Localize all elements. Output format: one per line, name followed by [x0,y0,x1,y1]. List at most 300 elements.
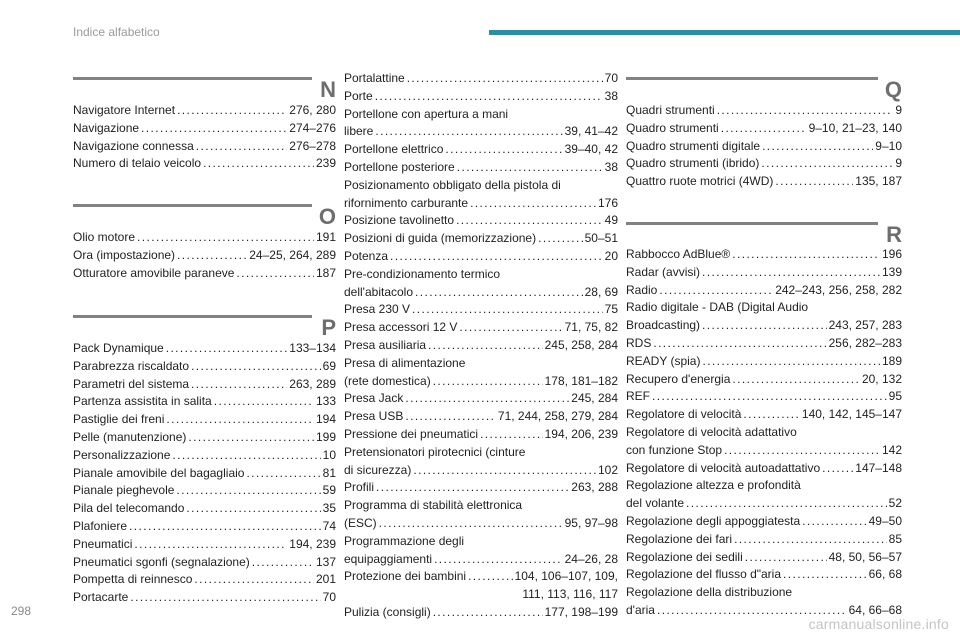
index-entry [626,353,902,371]
entry-label: Pianale pieghevole [73,483,175,498]
index-entry [626,460,902,478]
entry-label: (ESC) [344,515,377,530]
index-entry [344,159,618,177]
dot-leader [783,566,867,584]
dot-leader [246,465,320,483]
index-entry [344,479,618,497]
dot-leader [775,173,853,191]
entry-pages: 39–40, 42 [564,142,618,157]
dot-leader [194,571,314,589]
index-entry [73,138,336,156]
index-entry [73,429,336,447]
entry-label: Regolazione dei sedili [626,549,743,564]
index-entry [626,442,902,460]
entry-label: Pressione dei pneumatici [344,426,479,441]
dot-leader [405,390,569,408]
entry-label: RDS [626,335,652,350]
dot-leader [761,155,893,173]
entry-label: rifornimento carburante [344,195,469,210]
entry-pages: 199 [315,429,336,444]
dot-leader [191,376,287,394]
entry-label: Personalizzazione [73,447,171,462]
entry-pages: 263, 288 [571,480,618,495]
index-entry [344,212,618,230]
entry-pages: 245, 258, 284 [544,337,618,352]
entry-list [73,340,336,607]
entry-label: Portellone posteriore [344,159,455,174]
section-rule [73,204,312,207]
index-entry [344,70,618,88]
entry-pages: 75 [604,302,618,317]
entry-pages: 64, 66–68 [848,602,902,617]
section-q [626,77,902,189]
dot-leader [743,406,799,424]
dot-leader [236,265,314,283]
index-entry [344,319,618,337]
entry-pages: 194, 206, 239 [544,426,618,441]
index-entry [626,549,902,567]
entry-label: del volante [626,496,685,511]
index-entry: Radio digitale - DAB (Digital Audio [626,300,809,315]
entry-label: Parametri del sistema [73,376,190,391]
section-letter: N [320,77,336,102]
index-entry [626,102,902,120]
index-entry [73,120,336,138]
index-entry [626,264,902,282]
index-entry [344,551,618,569]
running-head: Indice alfabetico [73,25,160,39]
page-number: 298 [11,604,32,618]
dot-leader [822,460,853,478]
dot-leader [745,549,827,567]
entry-pages: 201 [315,572,336,587]
entry-label: Posizioni di guida (memorizzazione) [344,231,537,246]
index-entry [626,371,902,389]
dot-leader [379,515,563,533]
index-entry: 111, 113, 116, 117 [522,587,618,602]
entry-pages: 50–51 [584,231,618,246]
index-entry [344,284,618,302]
index-entry [73,500,336,518]
entry-label: Quadri strumenti [626,103,715,117]
dot-leader [412,301,603,319]
entry-pages: 10 [322,447,336,462]
index-entry [344,390,618,408]
entry-pages: 9 [895,156,902,171]
dot-leader [433,604,543,622]
index-entry [626,173,902,191]
dot-leader [186,500,320,518]
entry-label: Olio motore [73,230,136,244]
index-entry [73,571,336,589]
section-rule [626,222,878,225]
entry-pages: 243, 257, 283 [828,318,902,333]
dot-leader [428,337,543,355]
entry-label: Potenza [344,248,389,263]
section-rule [626,77,878,80]
entry-label: Quattro ruote motrici (4WD) [626,174,774,189]
entry-label: Presa ausiliaria [344,337,427,352]
entry-pages: 20 [604,248,618,263]
entry-pages: 276–278 [289,138,336,153]
index-entry [73,393,336,411]
entry-pages: 256, 282–283 [828,335,902,350]
dot-leader [172,447,320,465]
index-entry: Regolatore di velocità adattativo [626,424,797,439]
index-entry [344,337,618,355]
entry-label: Portellone elettrico [344,142,444,157]
entry-label: Profili [344,480,375,495]
entry-label: con funzione Stop [626,442,723,457]
index-entry [626,513,902,531]
index-entry: Regolazione altezza e profondità [626,478,801,493]
dot-leader [375,88,603,106]
dot-leader [214,393,314,411]
index-entry [344,426,618,444]
index-entry [344,408,618,426]
entry-label: Pastiglie dei freni [73,412,165,427]
entry-pages: 194, 239 [289,536,336,551]
index-entry: Programmazione degli [344,533,465,548]
entry-label: Pelle (manutenzione) [73,429,187,444]
entry-label: Recupero d'energia [626,371,731,386]
entry-pages: 85 [888,531,902,546]
entry-pages: 24–26, 28 [564,551,618,566]
dot-leader [177,247,247,265]
entry-label: Portalattine [344,71,405,85]
entry-pages: 20, 132 [861,371,902,386]
entry-label: Protezione dei bambini [344,569,467,584]
entry-label: Quadro strumenti digitale [626,138,761,153]
entry-pages: 9–10 [875,138,902,153]
index-entry [344,604,618,622]
index-entry [73,465,336,483]
dot-leader [470,195,596,213]
entry-pages: 137 [315,554,336,569]
index-entry [344,301,618,319]
index-entry [73,155,336,173]
entry-label: Portacarte [73,590,129,605]
entry-pages: 140, 142, 145–147 [801,407,902,422]
index-entry [626,282,902,300]
entry-label: Quadro strumenti [626,120,719,135]
entry-label: Posizione tavolinetto [344,213,455,228]
entry-label: Pneumatici [73,536,133,551]
dot-leader [141,120,287,138]
entry-label: Navigazione connessa [73,138,194,153]
index-entry [344,515,618,533]
entry-pages: 194 [315,412,336,427]
entry-list [626,102,902,191]
dot-leader [137,229,314,247]
dot-leader [468,568,512,586]
section-n [73,77,336,171]
index-entry [73,247,336,265]
entry-pages: 38 [604,159,618,174]
index-entry [626,155,902,173]
section-letter: P [321,315,336,340]
entry-pages: 245, 284 [571,391,618,406]
entry-pages: 95, 97–98 [564,515,618,530]
section-letter: O [318,204,336,229]
index-entry: Portellone con apertura a mani [344,106,509,121]
entry-label: Pneumatici sgonfi (segnalazione) [73,554,250,569]
index-entry [344,123,618,141]
entry-label: Pianale amovibile del bagagliaio [73,465,245,480]
entry-list [626,246,902,620]
index-entry [73,536,336,554]
index-entry [344,230,618,248]
entry-pages: 147–148 [855,460,902,475]
dot-leader [203,155,314,173]
index-entry [344,248,618,266]
index-entry [344,568,618,586]
entry-pages: 69 [322,358,336,373]
index-entry [626,406,902,424]
dot-leader [717,102,894,120]
dot-leader [732,246,880,264]
dot-leader [191,358,321,376]
entry-pages: 177, 198–199 [544,604,618,619]
entry-pages: 239 [315,156,336,171]
section-letter: R [886,222,902,247]
entry-label: Partenza assistita in salita [73,394,212,409]
section-rule [73,315,312,318]
index-entry [344,141,618,159]
dot-leader [196,138,288,156]
entry-label: Regolatore di velocità autoadattativo [626,460,821,475]
entry-pages: 102 [597,462,618,477]
entry-label: REF [626,389,650,404]
section-o [73,204,336,280]
dot-leader [390,248,603,266]
index-entry [73,447,336,465]
entry-label: Pack Dynamique [73,341,164,355]
entry-pages: 189 [881,353,902,368]
entry-pages: 71, 244, 258, 279, 284 [497,409,618,424]
dot-leader [413,462,596,480]
index-entry [344,195,618,213]
entry-label: Navigatore Internet [73,103,176,117]
entry-pages: 39, 41–42 [564,124,618,139]
dot-leader [734,531,887,549]
dot-leader [762,138,873,156]
entry-list [73,229,336,282]
index-entry [73,518,336,536]
dot-leader [434,551,563,569]
entry-label: Presa 230 V [344,302,411,317]
index-entry [626,566,902,584]
dot-leader [724,442,880,460]
entry-label: Pulizia (consigli) [344,604,431,619]
entry-label: Otturatore amovibile paraneve [73,265,235,280]
entry-label: Porte [344,88,373,103]
index-entry [73,265,336,283]
dot-leader [702,264,880,282]
dot-leader [445,141,562,159]
dot-leader [130,589,320,607]
index-entry: Posizionamento obbligato della pistola di [344,177,561,192]
entry-label: d'aria [626,602,655,617]
entry-label: Presa accessori 12 V [344,320,458,335]
entry-label: Pila del telecomando [73,501,185,516]
entry-pages: 95 [888,389,902,404]
index-entry [344,88,618,106]
index-entry [73,482,336,500]
entry-pages: 133 [315,394,336,409]
dot-leader [652,388,887,406]
entry-pages: 74 [322,518,336,533]
entry-pages: 52 [888,496,902,511]
dot-leader [802,513,866,531]
dot-leader [732,371,860,389]
entry-list [73,102,336,173]
dot-leader [457,159,603,177]
index-entry [626,388,902,406]
entry-pages: 24–25, 264, 289 [249,247,336,262]
section-p [73,315,336,605]
section-rule [73,77,312,80]
entry-label: di sicurezza) [344,462,412,477]
entry-pages: 35 [322,501,336,516]
dot-leader [659,282,773,300]
dot-leader [686,495,887,513]
dot-leader [177,102,287,120]
entry-label: Regolazione dei fari [626,531,733,546]
entry-pages: 135, 187 [855,174,902,189]
index-entry [344,462,618,480]
entry-pages: 139 [881,264,902,279]
index-entry: Programma di stabilità elettronica [344,498,523,513]
entry-pages: 274–276 [289,120,336,135]
dot-leader [134,536,287,554]
entry-pages: 276, 280 [289,103,336,117]
index-entry [626,317,902,335]
entry-label: libere [344,124,374,139]
entry-pages: 104, 106–107, 109, [514,569,618,584]
entry-pages: 263, 289 [289,376,336,391]
dot-leader [129,518,321,536]
entry-pages: 38 [604,88,618,103]
index-entry: Pretensionatori pirotecnici (cinture [344,444,526,459]
index-entry [344,373,618,391]
index-entry: Pre-condizionamento termico [344,266,501,281]
entry-label: Presa USB [344,409,404,424]
index-entry [626,335,902,353]
entry-pages: 28, 69 [584,284,618,299]
index-entry [73,589,336,607]
entry-pages: 9–10, 21–23, 140 [808,120,902,135]
index-entry [626,138,902,156]
entry-label: Regolazione del flusso d"aria [626,567,782,582]
index-entry [626,246,902,264]
entry-pages: 242–243, 256, 258, 282 [775,282,902,297]
entry-pages: 59 [322,483,336,498]
entry-label: Quadro strumenti (ibrido) [626,156,760,171]
entry-label: Broadcasting) [626,318,701,333]
entry-pages: 81 [322,465,336,480]
dot-leader [459,319,562,337]
index-entry [73,229,336,247]
entry-list [344,70,618,622]
dot-leader [702,317,827,335]
entry-label: (rete domestica) [344,373,431,388]
entry-label: Plafoniere [73,518,128,533]
entry-label: Ora (impostazione) [73,247,176,262]
entry-label: Rabbocco AdBlue® [626,247,731,261]
index-entry [73,376,336,394]
index-entry [73,411,336,429]
entry-pages: 178, 181–182 [544,373,618,388]
entry-label: Pompetta di reinnesco [73,572,193,587]
entry-pages: 66, 68 [868,567,902,582]
entry-label: Numero di telaio veicolo [73,156,202,171]
dot-leader [375,123,562,141]
entry-pages: 70 [322,590,336,605]
entry-pages: 176 [597,195,618,210]
dot-leader [480,426,543,444]
entry-pages: 191 [315,230,336,244]
entry-pages: 49–50 [868,513,902,528]
section-r [626,222,902,617]
entry-pages: 71, 75, 82 [564,320,618,335]
entry-pages: 196 [881,247,902,261]
index-entry: Regolazione della distribuzione [626,585,793,600]
dot-leader [702,353,880,371]
index-entry [73,340,336,358]
index-entry [626,120,902,138]
entry-pages: 49 [604,213,618,228]
entry-label: READY (spia) [626,353,701,368]
index-entry: Presa di alimentazione [344,355,466,370]
dot-leader [721,120,807,138]
dot-leader [538,230,583,248]
dot-leader [166,411,314,429]
entry-pages: 142 [881,442,902,457]
entry-label: Radar (avvisi) [626,264,701,279]
entry-pages: 133–134 [289,341,336,355]
dot-leader [405,408,496,426]
index-entry [626,531,902,549]
entry-pages: 187 [315,265,336,280]
header-accent-bar [489,30,960,35]
entry-pages: 70 [604,71,618,85]
section-letter: Q [884,77,902,102]
entry-label: equipaggiamenti [344,551,433,566]
dot-leader [176,482,320,500]
dot-leader [653,335,826,353]
entry-label: Parabrezza riscaldato [73,358,190,373]
entry-label: Regolatore di velocità [626,407,742,422]
dot-leader [252,554,314,572]
index-entry [73,554,336,572]
dot-leader [376,479,569,497]
entry-label: Navigazione [73,120,140,135]
dot-leader [188,429,314,447]
dot-leader [433,373,543,391]
entry-label: dell'abitacolo [344,284,414,299]
entry-label: Radio [626,282,658,297]
dot-leader [456,212,603,230]
entry-pages: 48, 50, 56–57 [828,549,902,564]
entry-label: Regolazione degli appoggiatesta [626,513,801,528]
dot-leader [407,70,603,88]
dot-leader [166,340,288,358]
index-entry [626,495,902,513]
watermark: carmanualsonline.info [808,616,949,632]
entry-pages: 9 [895,103,902,117]
entry-label: Presa Jack [344,391,404,406]
